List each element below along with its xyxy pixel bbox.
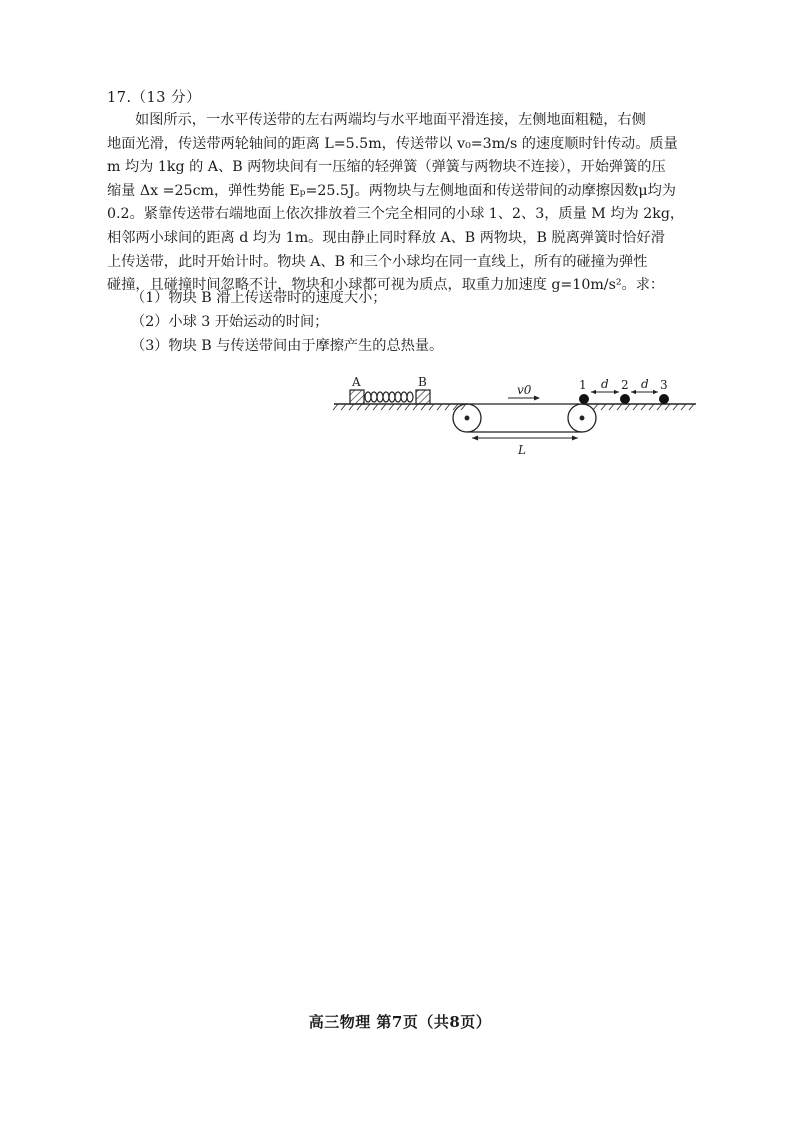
right-ground — [582, 404, 696, 410]
length-dimension — [472, 436, 578, 458]
ball-2 — [620, 394, 630, 404]
sub-question-2: （2）小球 3 开始运动的时间； — [131, 314, 329, 330]
spacing-d-2 — [631, 377, 658, 394]
sub-question-3: （3）物块 B 与传送带间由于摩擦产生的总热量。 — [131, 338, 444, 354]
label-ball-3: 3 — [660, 378, 668, 392]
label-ball-2: 2 — [621, 378, 629, 392]
ball-3 — [659, 394, 669, 404]
question-body — [107, 109, 695, 298]
question-line: 地面光滑，传送带两轮轴间的距离 L=5.5m，传送带以 v₀=3m/s 的速度顺时针传动。质量 — [107, 135, 678, 152]
label-v0: v0 — [517, 383, 532, 397]
velocity-arrow — [508, 383, 540, 401]
sub-question-1: （1）物块 B 滑上传送带时的速度大小； — [131, 290, 387, 306]
conveyor-belt — [453, 404, 596, 432]
question-line: 0.2。紧靠传送带右端地面上依次排放着三个完全相同的小球 1、2、3，质量 M 均为 2kg， — [107, 206, 685, 223]
label-A: A — [352, 375, 361, 389]
label-d-2: d — [641, 377, 649, 391]
question-line: 缩量 Δx =25cm，弹性势能 Eₚ=25.5J。两物块与左侧地面和传送带间的动摩擦因数μ均为 — [107, 182, 676, 199]
left-ground — [333, 404, 468, 410]
question-line: 上传送带，此时开始计时。物块 A、B 和三个小球均在同一直线上，所有的碰撞为弹性 — [107, 253, 648, 270]
question-number: 17.（13 分） — [107, 90, 202, 106]
question-line: 相邻两小球间的距离 d 均为 1m。现由静止同时释放 A、B 两物块，B 脱离弹簧时恰好滑 — [107, 229, 665, 246]
label-d-1: d — [601, 377, 609, 391]
conveyor-figure — [330, 372, 702, 466]
ball-1 — [579, 394, 589, 404]
label-ball-1: 1 — [579, 378, 587, 392]
block-B — [416, 390, 430, 404]
block-A — [350, 390, 364, 404]
question-line: m 均为 1kg 的 A、B 两物块间有一压缩的轻弹簧（弹簧与两物块不连接），开始弹簧的压 — [107, 159, 666, 176]
question-line: 碰撞，且碰撞时间忽略不计，物块和小球都可视为质点，取重力加速度 g=10m/s²。求： — [107, 277, 665, 294]
spring — [365, 392, 413, 402]
label-L: L — [518, 443, 526, 457]
label-B: B — [418, 375, 427, 389]
spacing-d-1 — [591, 377, 619, 394]
page-footer: 高三物理 第7页（共8页） — [308, 1013, 492, 1031]
question-line: 如图所示，一水平传送带的左右两端均与水平地面平滑连接，左侧地面粗糙，右侧 — [135, 112, 646, 128]
